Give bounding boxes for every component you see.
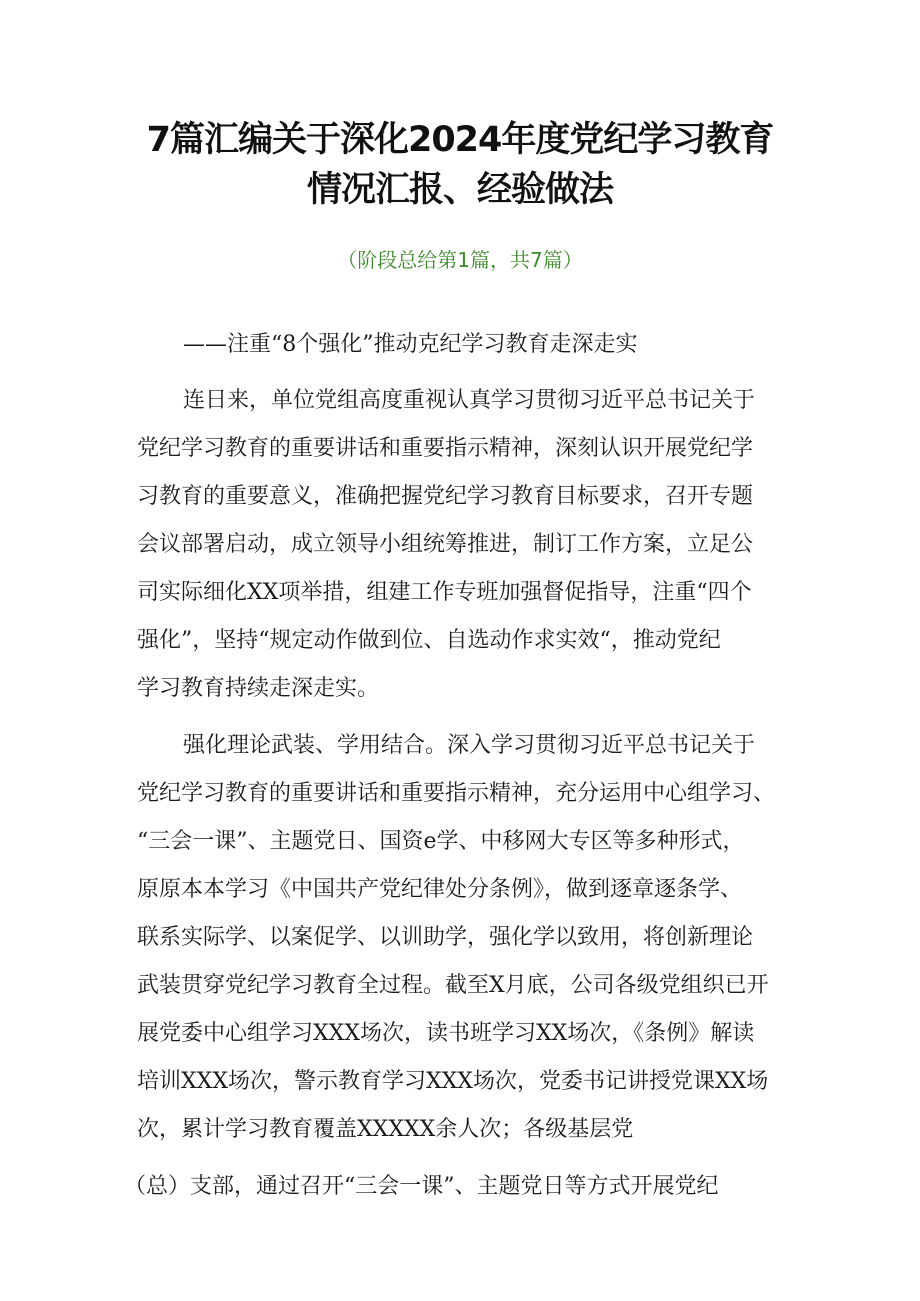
- document-title-line-1: 7篇汇编关于深化2024年度党纪学习教育: [146, 120, 774, 160]
- paragraph-line: “三会一课”、主题党日、国资e学、中移网大专区等多种形式，: [137, 829, 745, 854]
- document-subtitle: （阶段总给第1篇，共7篇）: [337, 248, 583, 272]
- paragraph-line: （总）支部，通过召开“三会一课”、主题党日等方式开展党纪: [124, 1174, 719, 1199]
- paragraph-line: 次，累计学习教育覆盖XXXXX余人次；各级基层党: [137, 1117, 634, 1142]
- paragraph-line: 培训XXX场次，警示教育学习XXX场次，党委书记讲授党课XX场: [137, 1069, 769, 1094]
- document-title-line-2: 情况汇报、经验做法: [306, 170, 613, 210]
- paragraph-line: 习教育的重要意义，准确把握党纪学习教育目标要求，召开专题: [137, 484, 754, 509]
- paragraph-line: 连日来，单位党组高度重视认真学习贯彻习近平总书记关于: [183, 388, 756, 413]
- section-heading: ——注重“8个强化”推动克纪学习教育走深走实: [183, 332, 638, 357]
- paragraph-line: 展党委中心组学习XXX场次，读书班学习XX场次，《条例》解读: [137, 1021, 755, 1046]
- paragraph-line: 会议部署启动，成立领导小组统筹推进，制订工作方案，立足公: [137, 532, 754, 557]
- paragraph-line: 党纪学习教育的重要讲话和重要指示精神，深刻认识开展党纪学: [137, 436, 754, 461]
- paragraph-line: 党纪学习教育的重要讲话和重要指示精神，充分运用中心组学习、: [137, 781, 776, 806]
- paragraph-line: 联系实际学、以案促学、以训助学，强化学以致用，将创新理论: [137, 925, 754, 950]
- paragraph-line: 司实际细化XX项举措，组建工作专班加强督促指导，注重“四个: [137, 580, 752, 605]
- paragraph-line: 强化理论武装、学用结合。深入学习贯彻习近平总书记关于: [183, 733, 756, 758]
- paragraph-line: 武装贯穿党纪学习教育全过程。截至X月底，公司各级党组织已开: [137, 973, 769, 998]
- paragraph-line: 强化”，坚持“规定动作做到位、自选动作求实效“，推动党纪: [137, 628, 721, 653]
- paragraph-line: 学习教育持续走深走实。: [137, 676, 380, 701]
- paragraph-line: 原原本本学习《中国共产党纪律处分条例》，做到逐章逐条学、: [137, 877, 743, 902]
